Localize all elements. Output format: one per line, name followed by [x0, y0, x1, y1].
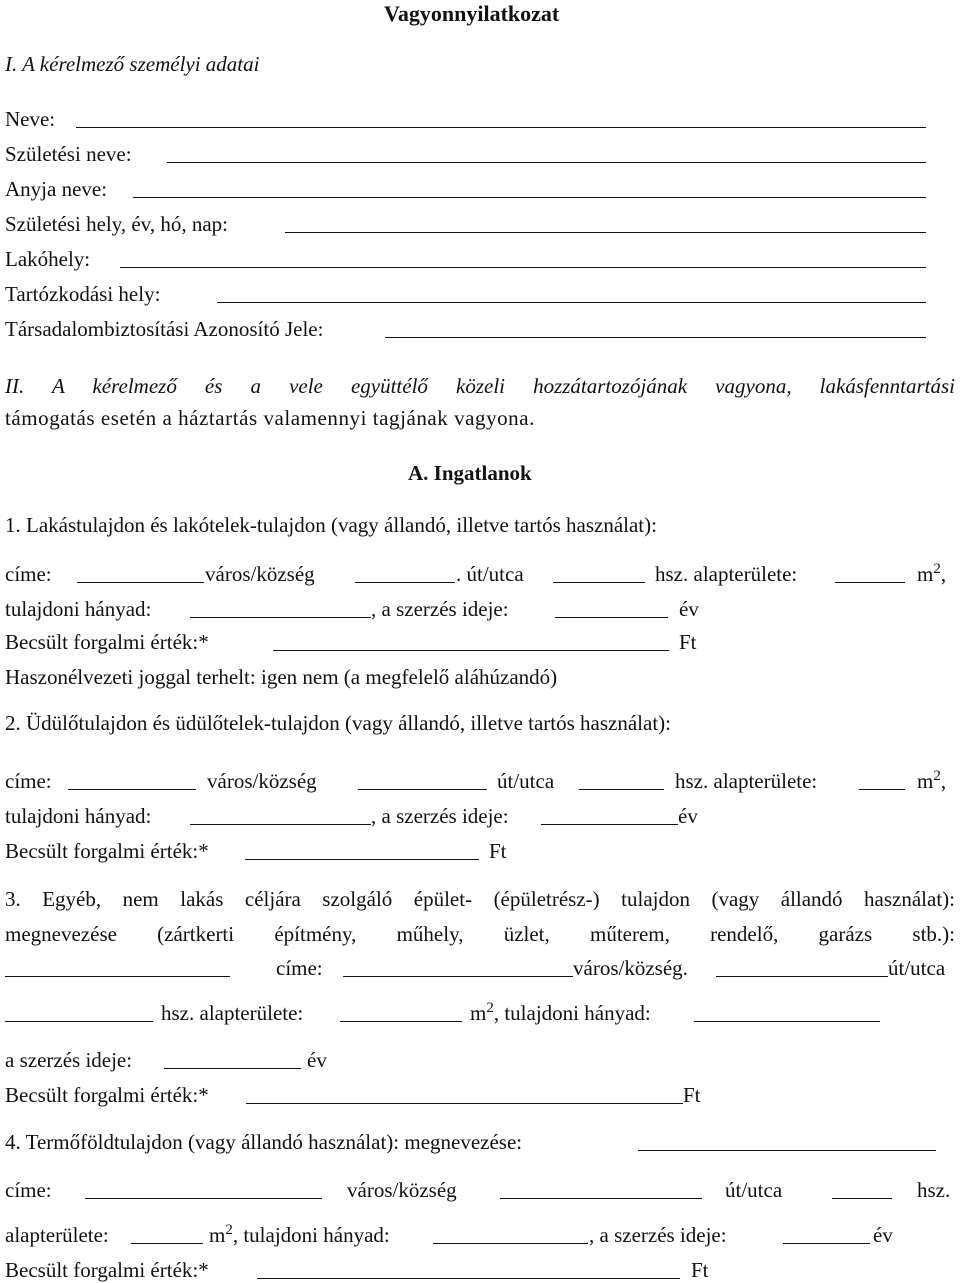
subsection-a-heading: A. Ingatlanok [408, 461, 532, 485]
item1-city-field[interactable] [355, 582, 455, 583]
mother-name-field[interactable] [133, 197, 926, 198]
residence-label: Lakóhely: [5, 247, 91, 271]
birth-name-label: Születési neve: [5, 142, 132, 166]
item1-m2-unit: $m^2$, [917, 561, 947, 586]
item4-m2-unit: $m^2$, tulajdoni hányad: [209, 1222, 390, 1247]
item4-value-field[interactable] [257, 1278, 680, 1279]
item2-year-label: év [678, 804, 698, 828]
stay-place-field[interactable] [217, 302, 926, 303]
item4-area-label: alapterülete: [5, 1223, 109, 1247]
item1-hsz-area-label: hsz. alapterülete: [655, 562, 798, 586]
residence-field[interactable] [120, 267, 926, 268]
item3-share-label: , tulajdoni hányad: [493, 1001, 651, 1025]
item4-title: 4. Termőföldtulajdon (vagy állandó használat): megnevezése: [5, 1130, 523, 1154]
item1-usufruct-text: Haszonélvezeti joggal terhelt: igen nem (a megfelelő aláhúzandó) [5, 665, 558, 689]
item2-acquired-field[interactable] [541, 824, 678, 825]
item4-name-field[interactable] [638, 1150, 936, 1151]
item4-address-label: címe: [5, 1178, 52, 1202]
item2-street-label: út/utca [497, 769, 555, 793]
item4-year-label: év [873, 1223, 893, 1247]
item1-address-field[interactable] [77, 582, 204, 583]
item1-year-label: év [679, 597, 699, 621]
birth-name-field[interactable] [167, 162, 926, 163]
item4-acquired-label: , a szerzés ideje: [589, 1223, 727, 1247]
item3-share-field[interactable] [694, 1021, 880, 1022]
item3-area-field[interactable] [340, 1021, 462, 1022]
item3-line1: 3. Egyéb, nem lakás céljára szolgáló épület- (épületrész-) tulajdon (vagy állandó használat): [5, 887, 955, 911]
item4-ft-label: Ft [691, 1258, 709, 1282]
item2-address-field[interactable] [68, 789, 196, 790]
item4-area-field[interactable] [131, 1243, 203, 1244]
item3-hsz-area-label: hsz. alapterülete: [161, 1001, 304, 1025]
section-1-heading: I. A kérelmező személyi adatai [5, 52, 260, 76]
item4-hsz-label: hsz. [917, 1178, 951, 1202]
document-title: Vagyonnyilatkozat [384, 1, 560, 26]
item2-ft-label: Ft [489, 839, 507, 863]
item1-share-label: tulajdoni hányad: [5, 597, 152, 621]
item3-street-field[interactable] [5, 1021, 153, 1022]
item3-address-label: címe: [276, 956, 323, 980]
item4-city-field[interactable] [500, 1198, 702, 1199]
item3-city-label: város/község. [573, 956, 688, 980]
item3-acquired-field[interactable] [164, 1068, 301, 1069]
item4-share-field[interactable] [433, 1243, 588, 1244]
item2-address-label: címe: [5, 769, 52, 793]
item2-city-label: város/község [207, 769, 317, 793]
item3-city-field[interactable] [716, 976, 888, 977]
item3-name-field[interactable] [5, 976, 230, 977]
item1-value-label: Becsült forgalmi érték:* [5, 630, 209, 654]
item2-area-field[interactable] [859, 789, 905, 790]
item2-value-label: Becsült forgalmi érték:* [5, 839, 209, 863]
item1-street-label: . út/utca [456, 562, 524, 586]
item3-year-label: év [307, 1048, 327, 1072]
item1-acquired-field[interactable] [555, 617, 668, 618]
item4-city-label: város/község [347, 1178, 457, 1202]
birth-place-date-field[interactable] [285, 232, 926, 233]
name-field[interactable] [76, 127, 926, 128]
stay-place-label: Tartózkodási hely: [5, 282, 161, 306]
item3-acquired-label: a szerzés ideje: [5, 1048, 133, 1072]
item1-title: 1. Lakástulajdon és lakótelek-tulajdon (vagy állandó, illetve tartós használat): [5, 513, 657, 537]
item4-address-field[interactable] [85, 1198, 322, 1199]
section-2-heading-line1: II. A kérelmező és a vele együttélő közeli hozzátartozójának vagyona, lakásfenntartási [5, 374, 955, 398]
item2-share-field[interactable] [190, 824, 371, 825]
section-2-heading-line2: támogatás esetén a háztartás valamennyi tagjának vagyona. [5, 406, 535, 430]
item3-address-field[interactable] [343, 976, 573, 977]
item4-street-field[interactable] [832, 1198, 892, 1199]
item3-line2: megnevezése (zártkerti építmény, műhely, üzlet, műterem, rendelő, garázs stb.): [5, 922, 955, 946]
item2-title: 2. Üdülőtulajdon és üdülőtelek-tulajdon (vagy állandó, illetve tartós használat): [5, 711, 671, 735]
item1-value-field[interactable] [273, 650, 669, 651]
item1-address-label: címe: [5, 562, 52, 586]
item4-share-label: , tulajdoni hányad: [232, 1223, 390, 1247]
item2-acquired-label: , a szerzés ideje: [371, 804, 509, 828]
item1-street-field[interactable] [553, 582, 645, 583]
item3-value-field[interactable] [246, 1103, 683, 1104]
item3-ft-label: Ft [683, 1083, 701, 1107]
item4-street-label: út/utca [725, 1178, 783, 1202]
name-label: Neve: [5, 107, 56, 131]
item1-acquired-label: , a szerzés ideje: [371, 597, 509, 621]
item2-value-field[interactable] [245, 859, 479, 860]
item3-m2-unit: $m^2$, tulajdoni hányad: [470, 1000, 651, 1025]
item2-city-field[interactable] [358, 789, 487, 790]
item1-ft-label: Ft [679, 630, 697, 654]
item4-acquired-field[interactable] [783, 1243, 870, 1244]
item1-share-field[interactable] [190, 617, 371, 618]
item2-share-label: tulajdoni hányad: [5, 804, 152, 828]
social-security-field[interactable] [385, 337, 926, 338]
item1-city-label: város/község [205, 562, 315, 586]
item3-street-label: út/utca [888, 956, 946, 980]
item2-hsz-area-label: hsz. alapterülete: [675, 769, 818, 793]
item4-value-label: Becsült forgalmi érték:* [5, 1258, 209, 1282]
mother-name-label: Anyja neve: [5, 177, 108, 201]
item2-m2-unit: $m^2$, [917, 768, 947, 793]
item2-street-field[interactable] [579, 789, 664, 790]
birth-place-date-label: Születési hely, év, hó, nap: [5, 212, 228, 236]
item3-value-label: Becsült forgalmi érték:* [5, 1083, 209, 1107]
social-security-label: Társadalombiztosítási Azonosító Jele: [5, 317, 324, 341]
item1-area-field[interactable] [835, 582, 905, 583]
